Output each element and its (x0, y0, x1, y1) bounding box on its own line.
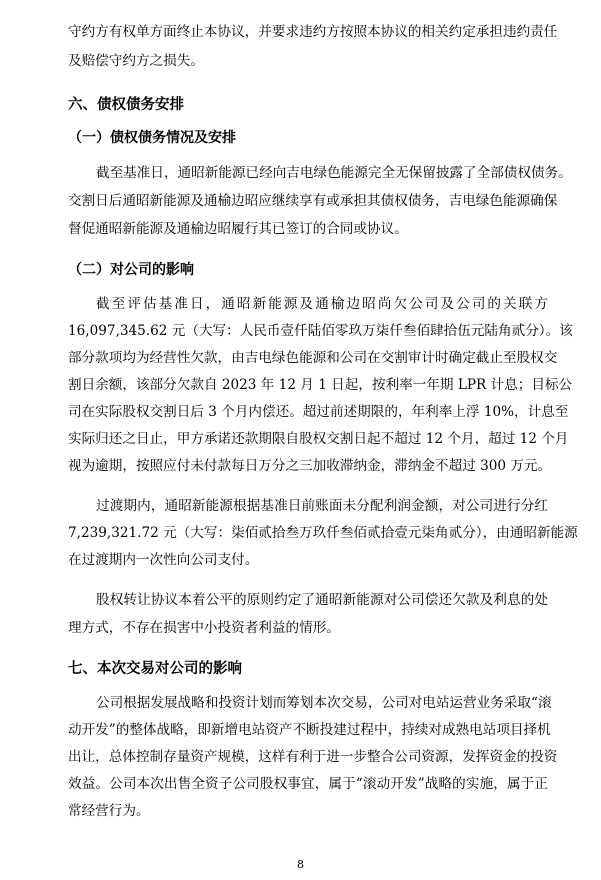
subsection-heading: （一）债权债务情况及安排 (68, 130, 236, 146)
paragraph-line: 部分款项均为经营性欠款，由吉电绿色能源和公司在交割审计时确定截止至股权交 (68, 350, 558, 366)
paragraph-line: 7,239,321.72 元（大写：柒佰贰拾叁万玖仟叁佰贰拾壹元柒角贰分），由通昭新能源 (68, 525, 578, 541)
paragraph-line: 视为逾期，按照应付未付款每日万分之三加收滞纳金，滞纳金不超过 300 万元。 (68, 458, 552, 474)
paragraph-line: 出让，总体控制存量资产规模，这样有利于进一步整合公司资源，发挥资金的投资 (68, 749, 558, 765)
paragraph-line: 动开发”的整体战略，即新增电站资产不断投建过程中，持续对成熟电站项目择机 (68, 722, 551, 738)
paragraph-line: 督促通昭新能源及通榆边昭履行其已签订的合同或协议。 (68, 221, 408, 237)
section-heading: 六、债权债务安排 (68, 97, 184, 113)
paragraph-line: 公司根据发展战略和投资计划而筹划本次交易，公司对电站运营业务采取“滚 (96, 695, 552, 711)
paragraph-line: 理方式，不存在损害中小投资者利益的情形。 (68, 620, 340, 636)
section-heading: 七、本次交易对公司的影响 (68, 661, 242, 677)
paragraph-line: 守约方有权单方面终止本协议，并要求违约方按照本协议的相关约定承担违约责任 (68, 24, 558, 40)
paragraph-line: 常经营行为。 (68, 803, 150, 819)
page-number: 8 (297, 858, 304, 871)
paragraph-line: 在过渡期内一次性向公司支付。 (68, 552, 259, 568)
paragraph-line: 过渡期内，通昭新能源根据基准日前账面未分配利润金额，对公司进行分红 (96, 498, 548, 514)
paragraph-line: 16,097,345.62 元（大写：人民币壹仟陆佰零玖万柒仟叁佰肆拾伍元陆角贰分）。该 (68, 323, 573, 339)
paragraph-line: 截至基准日，通昭新能源已经向吉电绿色能源完全无保留披露了全部债权债务。 (96, 165, 572, 181)
paragraph-line: 实际归还之日止，甲方承诺还款期限自股权交割日起不超过 12 个月，超过 12 个月 (68, 431, 569, 447)
paragraph-line: 效益。公司本次出售全资子公司股权事宜，属于“滚动开发”战略的实施，属于正 (68, 776, 548, 792)
paragraph-line: 截至评估基准日，通昭新能源及通榆边昭尚欠公司及公司的关联方 (96, 296, 548, 312)
subsection-heading: （二）对公司的影响 (68, 262, 194, 278)
paragraph-line: 交割日后通昭新能源及通榆边昭应继续享有或承担其债权债务，吉电绿色能源确保 (68, 193, 558, 209)
paragraph-line: 割日余额，该部分欠款自 2023 年 12 月 1 日起，按利率一年期 LPR 计息；目标公 (68, 377, 573, 393)
paragraph-line: 司在实际股权交割日后 3 个月内偿还。超过前述期限的，年利率上浮 10%，计息至 (68, 404, 569, 420)
paragraph-line: 股权转让协议本着公平的原则约定了通昭新能源对公司偿还欠款及利息的处 (96, 592, 548, 608)
paragraph-line: 及赔偿守约方之损失。 (68, 53, 204, 69)
